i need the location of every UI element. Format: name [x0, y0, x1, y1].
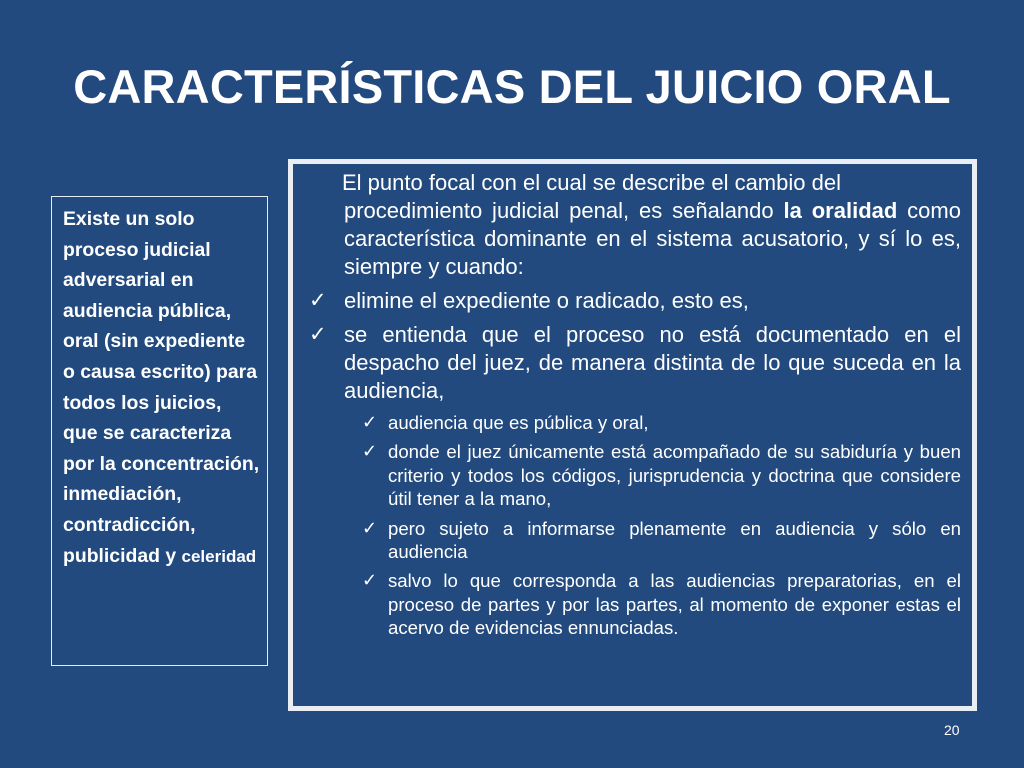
- content-box: [288, 159, 977, 711]
- intro-after-bold: como característica dominante en el sistema acusatorio, y sí lo es, siempre y cuando:: [344, 198, 961, 279]
- intro-bold-term: la oralidad: [783, 198, 898, 223]
- bullet-item: [307, 287, 961, 315]
- bullet-text: elimine el expediente o radicado, esto es,: [344, 288, 749, 313]
- sub-bullet-item: [307, 411, 961, 434]
- intro-paragraph: [307, 169, 961, 281]
- bullet-item: [307, 321, 961, 405]
- intro-first-line: El punto focal con el cual se describe el cambio del: [342, 170, 841, 195]
- check-icon: ✓: [362, 570, 378, 591]
- bullet-text: se entienda que el proceso no está documentado en el despacho del juez, de manera distinta de lo que suceda en la audiencia,: [344, 322, 961, 403]
- sub-bullet-item: [307, 517, 961, 564]
- page-number: 20: [944, 722, 960, 738]
- sub-bullet-text: donde el juez únicamente está acompañado de su sabiduría y buen criterio y todos los códigos, jurisprudencia y doctrina que considere útil tener a la mano,: [388, 441, 961, 510]
- sub-bullet-text: audiencia que es pública y oral,: [388, 412, 649, 433]
- sub-bullet-text: pero sujeto a informarse plenamente en audiencia y sólo en audiencia: [388, 517, 961, 563]
- check-icon: ✓: [309, 323, 327, 346]
- summary-last-word: celeridad: [181, 546, 257, 566]
- sub-bullet-item: [307, 440, 961, 510]
- check-icon: ✓: [362, 441, 378, 462]
- check-icon: ✓: [309, 289, 327, 312]
- intro-continuation: [307, 197, 961, 281]
- check-icon: ✓: [362, 412, 378, 432]
- summary-box: [51, 196, 268, 666]
- sub-bullet-item: [307, 569, 961, 639]
- slide-title: CARACTERÍSTICAS DEL JUICIO ORAL: [73, 60, 951, 113]
- sub-bullet-text: salvo lo que corresponda a las audiencias preparatorias, en el proceso de partes y por las partes, al momento de exponer estas el acervo de evidencias ennunciadas.: [388, 570, 961, 639]
- intro-before-bold: procedimiento judicial penal, es señalando: [344, 198, 784, 223]
- check-icon: ✓: [362, 517, 378, 538]
- summary-text: Existe un solo proceso judicial adversarial en audiencia pública, oral (sin expediente o causa escrito) para todos los juicios, que se caracteriza por la concentración, inmediación, contradicción, publicidad y: [63, 208, 260, 567]
